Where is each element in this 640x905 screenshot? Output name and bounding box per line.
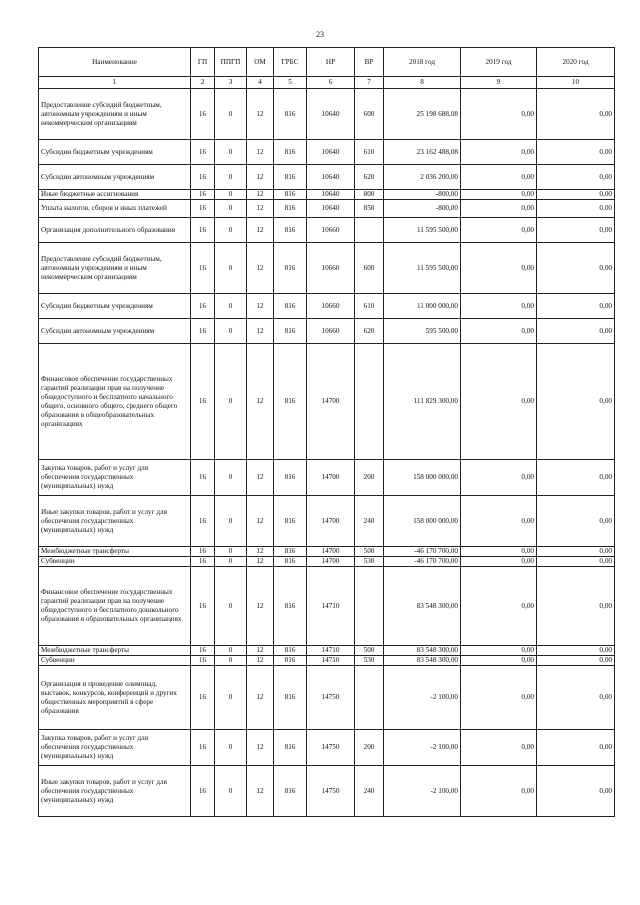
row-nr: 14700 [307,496,355,547]
row-nr: 14750 [307,666,355,730]
row-amount-2019: 0,00 [461,656,537,666]
row-om: 12 [247,165,274,190]
table-row [39,567,615,646]
row-name: Субсидии бюджетным учреждениям [39,140,191,165]
row-amount-2018: 2 036 200,00 [384,165,461,190]
row-amount-2018: 25 198 688,08 [384,89,461,140]
row-amount-2018: 158 000 000,00 [384,460,461,496]
row-amount-2019: 0,00 [461,496,537,547]
row-gp: 16 [191,294,215,319]
row-vr: 200 [355,460,384,496]
row-nr: 14750 [307,766,355,817]
row-grbs: 816 [274,547,307,557]
row-nr: 14750 [307,730,355,766]
row-amount-2020: 0,00 [537,218,615,243]
row-ppgp: 0 [215,218,247,243]
row-amount-2020: 0,00 [537,200,615,218]
row-grbs: 816 [274,140,307,165]
index-cell: 2 [191,77,215,89]
row-gp: 16 [191,656,215,666]
row-om: 12 [247,294,274,319]
row-amount-2020: 0,00 [537,547,615,557]
row-amount-2018: -800,00 [384,200,461,218]
row-nr: 10640 [307,165,355,190]
row-amount-2020: 0,00 [537,294,615,319]
col-header-nr: НР [307,48,355,77]
row-nr: 14700 [307,557,355,567]
row-amount-2020: 0,00 [537,165,615,190]
row-nr: 10640 [307,200,355,218]
index-cell: 1 [39,77,191,89]
row-gp: 16 [191,646,215,656]
row-amount-2019: 0,00 [461,243,537,294]
row-gp: 16 [191,547,215,557]
row-gp: 16 [191,200,215,218]
row-amount-2018: 83 548 300,00 [384,656,461,666]
col-header-vr: ВР [355,48,384,77]
row-name: Финансовое обеспечение государственных гарантий реализации прав на получение общедоступного и бесплатного начального общего, основного общего, среднего общего образования в общеобразовательных организациях [39,344,191,460]
row-amount-2020: 0,00 [537,730,615,766]
row-amount-2018: 11 000 000,00 [384,294,461,319]
row-vr: 200 [355,730,384,766]
row-om: 12 [247,766,274,817]
row-vr: 530 [355,656,384,666]
row-ppgp: 0 [215,243,247,294]
row-vr: 500 [355,646,384,656]
row-amount-2018: 595 500,00 [384,319,461,344]
row-amount-2020: 0,00 [537,496,615,547]
row-gp: 16 [191,496,215,547]
row-vr [355,344,384,460]
row-name: Субвенции [39,656,191,666]
index-cell: 5 [274,77,307,89]
table-row [39,89,615,140]
row-amount-2020: 0,00 [537,646,615,656]
row-amount-2019: 0,00 [461,344,537,460]
row-om: 12 [247,730,274,766]
row-ppgp: 0 [215,165,247,190]
row-name: Финансовое обеспечение государственных гарантий реализации прав на получение общедоступного и бесплатного дошкольного образования в образовательных организациях [39,567,191,646]
row-grbs: 816 [274,557,307,567]
row-om: 12 [247,567,274,646]
row-amount-2020: 0,00 [537,140,615,165]
col-header-2019: 2019 год [461,48,537,77]
row-gp: 16 [191,766,215,817]
row-om: 12 [247,656,274,666]
row-name: Иные закупки товаров, работ и услуг для обеспечения государственных (муниципальных) нужд [39,766,191,817]
row-vr: 240 [355,496,384,547]
row-om: 12 [247,140,274,165]
row-amount-2019: 0,00 [461,165,537,190]
row-gp: 16 [191,666,215,730]
row-ppgp: 0 [215,567,247,646]
col-header-name: Наименование [39,48,191,77]
row-vr: 610 [355,140,384,165]
row-amount-2019: 0,00 [461,89,537,140]
col-header-gp: ГП [191,48,215,77]
row-amount-2019: 0,00 [461,666,537,730]
row-ppgp: 0 [215,190,247,200]
row-nr: 14710 [307,646,355,656]
row-nr: 10640 [307,89,355,140]
row-ppgp: 0 [215,656,247,666]
row-grbs: 816 [274,218,307,243]
col-header-om: ОМ [247,48,274,77]
row-ppgp: 0 [215,89,247,140]
row-amount-2019: 0,00 [461,730,537,766]
row-amount-2018: -46 170 700,00 [384,557,461,567]
index-cell: 8 [384,77,461,89]
row-name: Организация и проведение олимпиад, выставок, конкурсов, конференций и других общественных мероприятий в сфере образования [39,666,191,730]
row-name: Организация дополнительного образования [39,218,191,243]
row-grbs: 816 [274,319,307,344]
table-row [39,547,615,557]
row-grbs: 816 [274,646,307,656]
row-nr: 10640 [307,140,355,165]
row-om: 12 [247,496,274,547]
row-ppgp: 0 [215,319,247,344]
table-row [39,646,615,656]
row-amount-2018: -46 170 700,00 [384,547,461,557]
row-gp: 16 [191,460,215,496]
row-ppgp: 0 [215,344,247,460]
row-amount-2020: 0,00 [537,89,615,140]
row-grbs: 816 [274,190,307,200]
row-grbs: 816 [274,200,307,218]
row-name: Субсидии автономным учреждениям [39,319,191,344]
index-cell: 10 [537,77,615,89]
row-amount-2020: 0,00 [537,666,615,730]
row-grbs: 816 [274,243,307,294]
row-amount-2018: -2 100,00 [384,730,461,766]
row-amount-2018: 23 162 488,08 [384,140,461,165]
row-om: 12 [247,218,274,243]
row-ppgp: 0 [215,646,247,656]
row-amount-2018: -2 100,00 [384,766,461,817]
table-row [39,190,615,200]
row-amount-2020: 0,00 [537,567,615,646]
row-om: 12 [247,646,274,656]
row-name: Субвенции [39,557,191,567]
row-amount-2019: 0,00 [461,319,537,344]
row-nr: 10660 [307,294,355,319]
row-ppgp: 0 [215,666,247,730]
row-amount-2020: 0,00 [537,190,615,200]
row-om: 12 [247,547,274,557]
index-cell: 4 [247,77,274,89]
row-name: Межбюджетные трансферты [39,646,191,656]
row-vr: 240 [355,766,384,817]
row-nr: 14710 [307,656,355,666]
row-nr: 14700 [307,547,355,557]
row-nr: 10660 [307,218,355,243]
row-om: 12 [247,243,274,294]
row-ppgp: 0 [215,557,247,567]
col-header-grbs: ГРБС [274,48,307,77]
row-gp: 16 [191,730,215,766]
row-amount-2018: -2 100,00 [384,666,461,730]
row-amount-2019: 0,00 [461,557,537,567]
row-amount-2018: 11 595 500,00 [384,218,461,243]
page-number: 23 [316,30,324,39]
row-amount-2019: 0,00 [461,766,537,817]
row-grbs: 816 [274,460,307,496]
table-row [39,294,615,319]
row-om: 12 [247,557,274,567]
table-row [39,140,615,165]
table-row [39,165,615,190]
row-om: 12 [247,200,274,218]
index-row [39,77,615,89]
row-vr: 800 [355,190,384,200]
row-amount-2018: 83 548 300,00 [384,646,461,656]
row-gp: 16 [191,165,215,190]
row-amount-2018: 83 548 300,00 [384,567,461,646]
row-ppgp: 0 [215,547,247,557]
row-amount-2020: 0,00 [537,656,615,666]
row-ppgp: 0 [215,140,247,165]
row-amount-2019: 0,00 [461,294,537,319]
row-amount-2018: 111 829 300,00 [384,344,461,460]
table-row [39,656,615,666]
row-amount-2019: 0,00 [461,218,537,243]
index-cell: 7 [355,77,384,89]
row-grbs: 816 [274,730,307,766]
row-vr [355,666,384,730]
row-amount-2020: 0,00 [537,243,615,294]
row-name: Закупка товаров, работ и услуг для обеспечения государственных (муниципальных) нужд [39,730,191,766]
row-om: 12 [247,89,274,140]
row-vr: 620 [355,165,384,190]
budget-table [38,47,615,817]
table-row [39,218,615,243]
row-name: Субсидии бюджетным учреждениям [39,294,191,319]
row-grbs: 816 [274,656,307,666]
row-vr [355,567,384,646]
row-grbs: 816 [274,567,307,646]
header-row [39,48,615,77]
row-nr: 10640 [307,190,355,200]
table-row [39,200,615,218]
row-vr: 610 [355,294,384,319]
index-cell: 9 [461,77,537,89]
row-amount-2019: 0,00 [461,200,537,218]
row-name: Иные бюджетные ассигнования [39,190,191,200]
row-nr: 14710 [307,567,355,646]
row-grbs: 816 [274,294,307,319]
row-name: Межбюджетные трансферты [39,547,191,557]
row-om: 12 [247,460,274,496]
table-row [39,243,615,294]
row-gp: 16 [191,243,215,294]
row-nr: 10660 [307,243,355,294]
row-amount-2019: 0,00 [461,140,537,165]
row-amount-2020: 0,00 [537,319,615,344]
row-gp: 16 [191,319,215,344]
col-header-2020: 2020 год [537,48,615,77]
table-row [39,666,615,730]
row-amount-2019: 0,00 [461,646,537,656]
row-grbs: 816 [274,666,307,730]
row-name: Предоставление субсидий бюджетным, автономным учреждениям и иным некоммерческим организациям [39,89,191,140]
row-ppgp: 0 [215,496,247,547]
index-cell: 6 [307,77,355,89]
col-header-2018: 2018 год [384,48,461,77]
row-om: 12 [247,344,274,460]
row-amount-2020: 0,00 [537,460,615,496]
row-amount-2019: 0,00 [461,190,537,200]
row-ppgp: 0 [215,460,247,496]
table-row [39,766,615,817]
table-row [39,557,615,567]
row-gp: 16 [191,190,215,200]
row-vr: 620 [355,319,384,344]
row-amount-2018: 11 595 500,00 [384,243,461,294]
row-grbs: 816 [274,766,307,817]
row-ppgp: 0 [215,294,247,319]
row-nr: 14700 [307,460,355,496]
row-om: 12 [247,666,274,730]
row-vr: 500 [355,547,384,557]
row-nr: 14700 [307,344,355,460]
row-vr [355,218,384,243]
row-grbs: 816 [274,89,307,140]
row-name: Закупка товаров, работ и услуг для обеспечения государственных (муниципальных) нужд [39,460,191,496]
row-gp: 16 [191,140,215,165]
row-om: 12 [247,319,274,344]
table-row [39,460,615,496]
row-vr: 600 [355,89,384,140]
row-ppgp: 0 [215,766,247,817]
row-gp: 16 [191,218,215,243]
row-vr: 850 [355,200,384,218]
row-amount-2020: 0,00 [537,344,615,460]
row-name: Субсидии автономным учреждениям [39,165,191,190]
row-gp: 16 [191,557,215,567]
row-amount-2020: 0,00 [537,557,615,567]
row-amount-2018: 158 000 000,00 [384,496,461,547]
table-row [39,496,615,547]
row-nr: 10660 [307,319,355,344]
row-amount-2018: -800,00 [384,190,461,200]
table-row [39,344,615,460]
row-gp: 16 [191,344,215,460]
row-name: Иные закупки товаров, работ и услуг для обеспечения государственных (муниципальных) нужд [39,496,191,547]
row-amount-2020: 0,00 [537,766,615,817]
row-amount-2019: 0,00 [461,460,537,496]
table-row [39,730,615,766]
row-grbs: 816 [274,344,307,460]
row-gp: 16 [191,89,215,140]
row-name: Уплата налогов, сборов и иных платежей [39,200,191,218]
row-name: Предоставление субсидий бюджетным, автономным учреждениям и иным некоммерческим организациям [39,243,191,294]
table-row [39,319,615,344]
row-om: 12 [247,190,274,200]
row-grbs: 816 [274,496,307,547]
index-cell: 3 [215,77,247,89]
row-ppgp: 0 [215,730,247,766]
row-amount-2019: 0,00 [461,567,537,646]
row-vr: 530 [355,557,384,567]
row-gp: 16 [191,567,215,646]
row-ppgp: 0 [215,200,247,218]
row-grbs: 816 [274,165,307,190]
row-amount-2019: 0,00 [461,547,537,557]
row-vr: 600 [355,243,384,294]
col-header-ppgp: ППГП [215,48,247,77]
